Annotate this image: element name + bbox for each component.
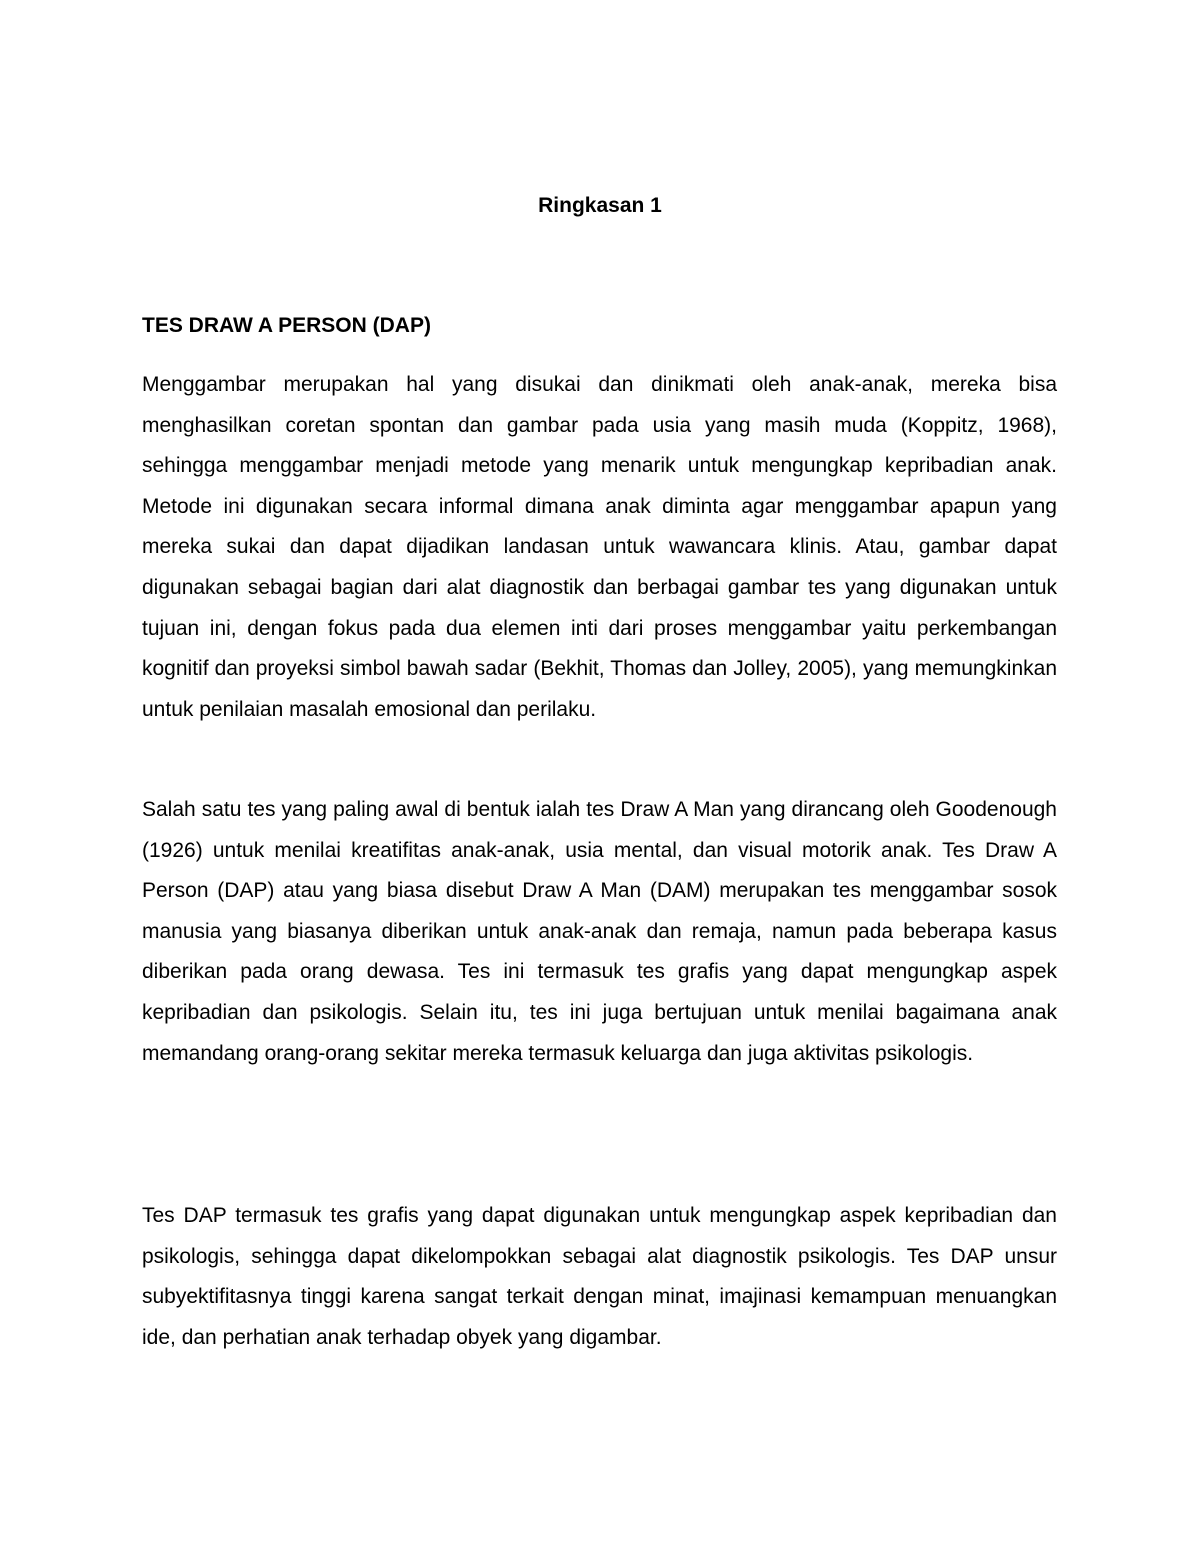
document-title: Ringkasan 1 (538, 194, 662, 217)
section-heading: TES DRAW A PERSON (DAP) (142, 314, 431, 337)
paragraph-1: Menggambar merupakan hal yang disukai dan dinikmati oleh anak-anak, mereka bisa menghasilkan coretan spontan dan gambar pada usia yang masih muda (Koppitz, 1968), sehingga menggambar menjadi metode yang menarik untuk mengungkap kepribadian anak. Metode ini digunakan secara informal dimana anak diminta agar menggambar apapun yang mereka sukai dan dapat dijadikan landasan untuk wawancara klinis. Atau, gambar dapat digunakan sebagai bagian dari alat diagnostik dan berbagai gambar tes yang digunakan untuk tujuan ini, dengan fokus pada dua elemen inti dari proses menggambar yaitu perkembangan kognitif dan proyeksi simbol bawah sadar (Bekhit, Thomas dan Jolley, 2005), yang memungkinkan untuk penilaian masalah emosional dan perilaku. (142, 373, 1057, 721)
paragraph-2: Salah satu tes yang paling awal di bentuk ialah tes Draw A Man yang dirancang oleh Goodenough (1926) untuk menilai kreatifitas anak-anak, usia mental, dan visual motorik anak. Tes Draw A Person (DAP) atau yang biasa disebut Draw A Man (DAM) merupakan tes menggambar sosok manusia yang biasanya diberikan untuk anak-anak dan remaja, namun pada beberapa kasus diberikan pada orang dewasa. Tes ini termasuk tes grafis yang dapat mengungkap aspek kepribadian dan psikologis. Selain itu, tes ini juga bertujuan untuk menilai bagaimana anak memandang orang-orang sekitar mereka termasuk keluarga dan juga aktivitas psikologis. (142, 798, 1057, 1065)
paragraph-3: Tes DAP termasuk tes grafis yang dapat digunakan untuk mengungkap aspek kepribadian dan psikologis, sehingga dapat dikelompokkan sebagai alat diagnostik psikologis. Tes DAP unsur subyektifitasnya tinggi karena sangat terkait dengan minat, imajinasi kemampuan menuangkan ide, dan perhatian anak terhadap obyek yang digambar. (142, 1204, 1057, 1349)
